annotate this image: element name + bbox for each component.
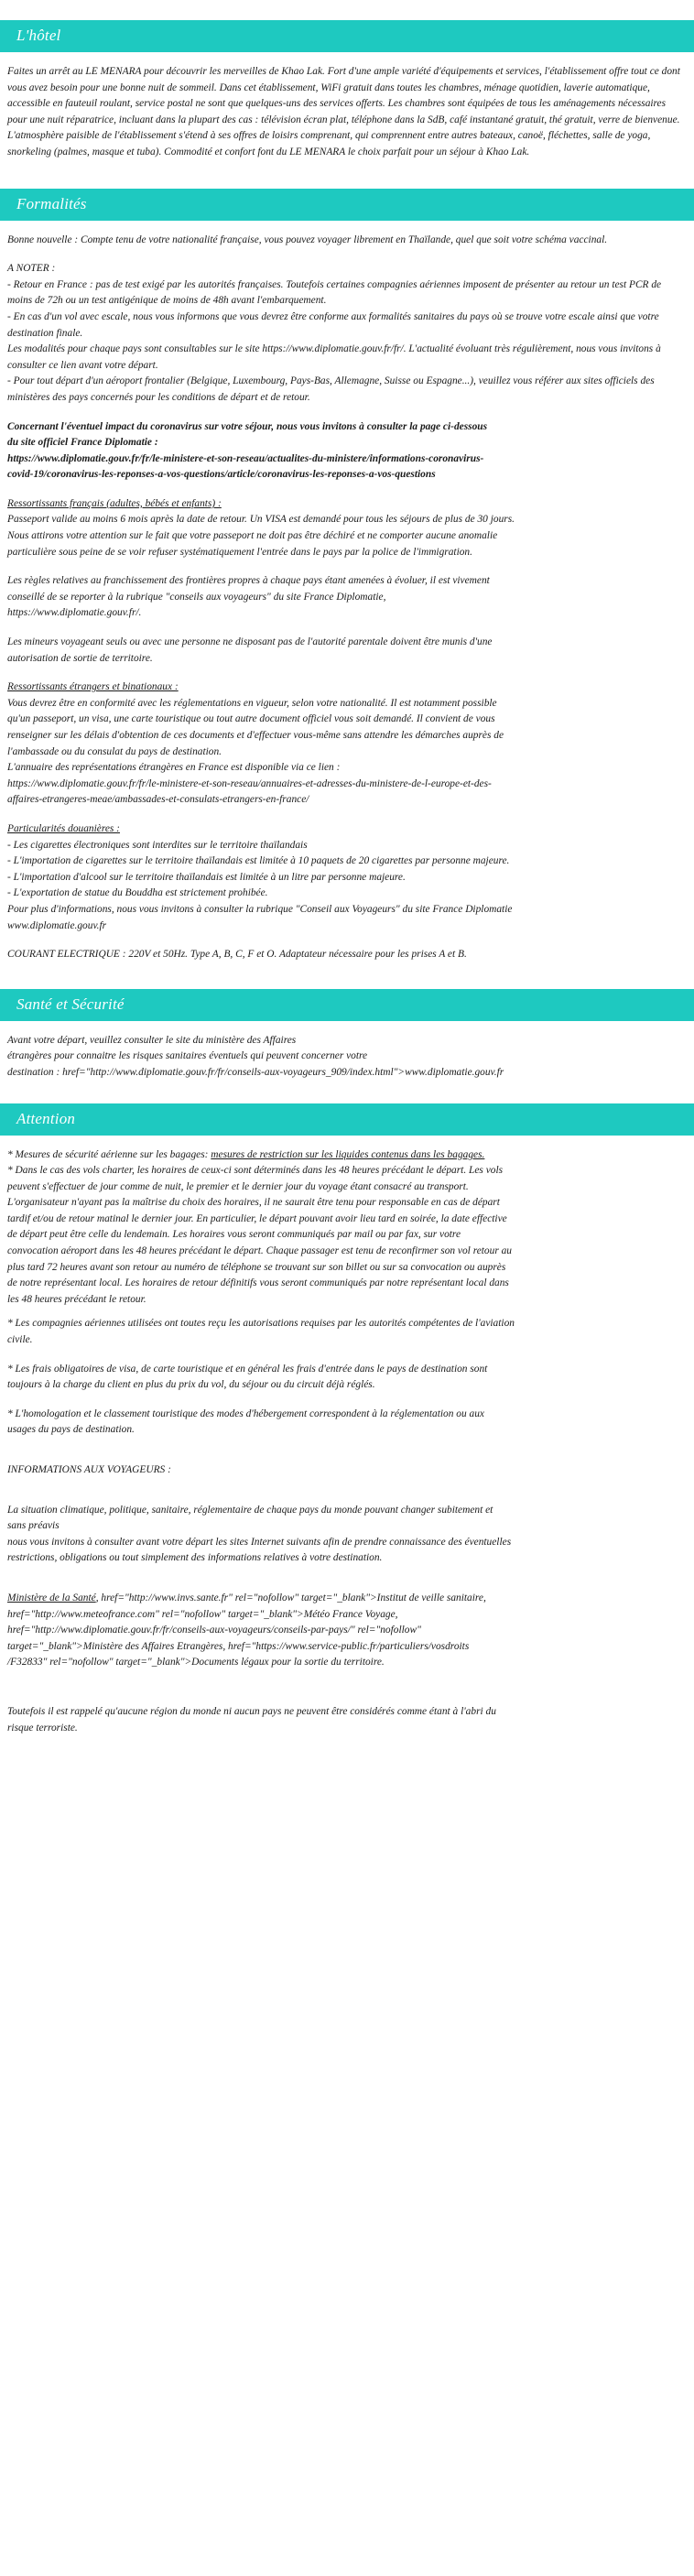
coronavirus-notice-line-1: Concernant l'éventuel impact du coronavirus sur votre séjour, nous vous invitons à consulter la page ci-dessous [7,420,488,432]
section-title-formalites: Formalités [16,194,87,212]
document-page [0,20,694,1764]
links-line-1-rest: , href="http://www.invs.sante.fr" rel="nofollow" target="_blank">Institut de veille sanitaire, [95,1592,486,1603]
regles-frontieres-line-2: conseillé de se reporter à la rubrique "conseils aux voyageurs" du site France Diplomatie, [7,591,386,603]
section-header-attention [0,1103,694,1136]
infos-voyageurs-label: INFORMATIONS AUX VOYAGEURS : [7,1464,171,1475]
mineurs-line-2: autorisation de sortie de territoire. [7,652,153,664]
frais-line-2: toujours à la charge du client en plus du prix du vol, du séjour ou du circuit déjà réglés. [7,1379,375,1391]
homologation-line-2: usages du pays de destination. [7,1424,135,1436]
links-line-2[interactable]: href="http://www.meteofrance.com" rel="nofollow" target="_blank">Météo France Voyage, [7,1608,398,1620]
bagages-line [7,1147,681,1164]
particularites-douanieres-label: Particularités douanières : [7,822,120,834]
coronavirus-url-line-2[interactable]: covid-19/coronavirus-les-reponses-a-vos-questions/article/coronavirus-les-reponses-a-vos-questions [7,469,436,481]
charter-line-3: L'organisateur n'ayant pas la maîtrise du choix des horaires, il ne saurait être tenu pour responsable en cas de départ [7,1197,500,1209]
compagnies-line-2: civile. [7,1334,33,1346]
section-header-hotel [0,20,694,52]
closing-line-2: risque terroriste. [7,1722,78,1734]
ressortissants-etrangers-line-4: l'ambassade ou du consulat du pays de destination. [7,745,222,757]
section-body-sante [0,1033,694,1081]
coronavirus-notice-line-2: du site officiel France Diplomatie : [7,437,158,449]
ressortissants-etrangers-label: Ressortissants étrangers et binationaux : [7,681,179,693]
spacer-before-situation [7,1479,681,1503]
situation-line-3: nous vous invitons à consulter avant votre départ les sites Internet suivants afin de prendre connaissance des éventuelles [7,1536,512,1548]
spacer-before-closing [7,1671,681,1695]
section-body-attention [0,1147,694,1737]
situation-line-4: restrictions, obligations ou tout simplement des informations relatives à votre destination. [7,1552,383,1564]
bagages-prefix: * Mesures de sécurité aérienne sur les bagages: [7,1148,211,1160]
douanes-item-3: - L'importation d'alcool sur le territoire thaïlandais est limitée à un litre par personne majeure. [7,871,406,883]
mineurs-line-1: Les mineurs voyageant seuls ou avec une personne ne disposant pas de l'autorité parentale doivent être munis d'une [7,636,493,648]
douanes-item-2: - L'importation de cigarettes sur le territoire thaïlandais est limitée à 10 paquets de 20 cigarettes par personne majeure. [7,855,510,867]
links-line-5[interactable]: /F32833" rel="nofollow" target="_blank">Documents légaux pour la sortie du territoire. [7,1657,385,1668]
a-noter-item-2: - En cas d'un vol avec escale, nous vous informons que vous devrez être conforme aux formalités sanitaires du pays où se trouve votre escale ainsi que votre destination finale. [7,310,659,339]
charter-line-6: convocation aéroport dans les 48 heures précédant le départ. Chaque passager est tenu de reconfirmer son vol retour au [7,1245,512,1257]
sante-line-3[interactable]: destination : href="http://www.diplomatie.gouv.fr/fr/conseils-aux-voyageurs_909/index.html">www.diplomatie.gouv.fr [7,1066,504,1078]
spacer-before-links [7,1567,681,1591]
annuaire-url-line-2[interactable]: affaires-etrangeres-meae/ambassades-et-consulats-etrangers-en-france/ [7,794,309,806]
charter-line-9: les 48 heures précédant le retour. [7,1293,146,1305]
situation-line-2: sans préavis [7,1520,60,1532]
a-noter-item-3: Les modalités pour chaque pays sont consultables sur le site https://www.diplomatie.gouv.fr/fr/. L'actualité évoluant très régulièrement, nous vous invitons à consulter ce lien avant votre départ. [7,343,661,371]
sante-line-1: Avant votre départ, veuillez consulter le site du ministère des Affaires [7,1034,297,1046]
section-header-sante [0,989,694,1021]
ressortissants-etrangers-line-3: renseigner sur les délais d'obtention de ces documents et d'effectuer vous-même sans attendre les démarches auprès de [7,730,504,741]
charter-line-5: de départ peut être celle du lendemain. Les horaires vous seront communiqués par mail ou par fax, sur votre [7,1229,461,1241]
spacer-before-infos [7,1439,681,1462]
frais-line-1: * Les frais obligatoires de visa, de carte touristique et en général les frais d'entrée dans le pays de destination sont [7,1363,488,1375]
coronavirus-url-line-1[interactable]: https://www.diplomatie.gouv.fr/fr/le-ministere-et-son-reseau/actualites-du-ministere/informations-coronavirus- [7,452,484,464]
links-line-4[interactable]: target="_blank">Ministère des Affaires Etrangères, href="https://www.service-public.fr/particuliers/vosdroits [7,1640,470,1652]
douanes-item-4: - L'exportation de statue du Bouddha est strictement prohibée. [7,887,268,899]
douanes-item-1: - Les cigarettes électroniques sont interdites sur le territoire thaïlandais [7,839,308,851]
charter-line-2: peuvent s'effectuer de jour comme de nuit, le premier et le dernier jour du voyage étant consacré au transport. [7,1180,469,1192]
regles-frontieres-line-3[interactable]: https://www.diplomatie.gouv.fr/. [7,607,142,619]
bagages-link[interactable]: mesures de restriction sur les liquides contenus dans les bagages. [211,1148,485,1160]
section-body-formalites [0,233,694,963]
hotel-description: Faites un arrêt au LE MENARA pour découvrir les merveilles de Khao Lak. Fort d'une ample variété d'équipements et services, l'établissement offre tout ce dont vous avez besoin pour une bonne nuit de sommeil. Dans cet établissement, WiFi gratuit dans toutes les chambres, ménage quotidien, laverie automatique, accessible en fauteuil roulant, service postal ne sont que quelques-uns des services offerts. Les chambres sont équipées de tous les aménagements nécessaires pour une nuit réparatrice, incluant dans la plupart des cas : télévision écran plat, téléphone dans la SdB, café instantané gratuit, thé gratuit, verre de bienvenue. L'atmosphère paisible de l'établissement s'étend à ses offres de loisirs comprenant, qui comprennent entre autres bateaux, canoë, fléchettes, salle de yoga, snorkeling (palmes, masque et tuba). Commodité et confort font du LE MENARA le choix parfait pour un séjour à Khao Lak. [7,66,680,158]
ministere-sante-link[interactable]: Ministère de la Santé [7,1592,96,1603]
closing-line-1: Toutefois il est rappelé qu'aucune région du monde ni aucun pays ne peuvent être considérés comme étant à l'abri du [7,1705,496,1717]
sante-line-2: étrangères pour connaitre les risques sanitaires éventuels qui peuvent concerner votre [7,1050,368,1062]
compagnies-line-1: * Les compagnies aériennes utilisées ont toutes reçu les autorisations requises par les autorités compétentes de l'aviation [7,1318,515,1330]
charter-line-1: * Dans le cas des vols charter, les horaires de ceux-ci sont déterminés dans les 48 heures précédant le départ. Les vols [7,1165,504,1177]
ressortissants-francais-line-3: particulière sous peine de se voir refuser systématiquement l'entrée dans le pays par la police de l'immigration. [7,546,472,558]
ressortissants-francais-label: Ressortissants français (adultes, bébés et enfants) : [7,497,222,509]
courant-electrique: COURANT ELECTRIQUE : 220V et 50Hz. Type A, B, C, F et O. Adaptateur nécessaire pour les prises A et B. [7,949,467,961]
spacer-before-closing-2 [7,1695,681,1704]
formalites-intro: Bonne nouvelle : Compte tenu de votre nationalité française, vous pouvez voyager librement en Thaïlande, quel que soit votre schéma vaccinal. [7,234,608,245]
section-header-formalites [0,189,694,221]
douanes-info-line: Pour plus d'informations, nous vous invitons à consulter la rubrique "Conseil aux Voyageurs" du site France Diplomatie [7,903,513,915]
homologation-line-1: * L'homologation et le classement touristique des modes d'hébergement correspondent à la réglementation ou aux [7,1408,484,1419]
section-title-attention: Attention [16,1109,76,1127]
section-body-hotel [0,64,694,161]
a-noter-label: A NOTER : [7,263,56,275]
ressortissants-etrangers-line-1: Vous devrez être en conformité avec les réglementations en vigueur, selon votre nationalité. Il est notamment possible [7,697,497,709]
links-line-1[interactable] [7,1591,681,1607]
ressortissants-francais-line-2: Nous attirons votre attention sur le fait que votre passeport ne doit pas être déchiré et ne comporter aucune anomalie [7,530,498,542]
charter-line-7: plus tard 72 heures avant son retour au numéro de téléphone se trouvant sur son billet ou sur sa convocation ou auprès [7,1261,506,1273]
diplomatie-url[interactable]: www.diplomatie.gouv.fr [7,919,107,931]
a-noter-item-1: - Retour en France : pas de test exigé par les autorités françaises. Toutefois certaines compagnies aériennes imposent de présenter au retour un test PCR de moins de 72h ou un test antigénique de moins de 48h avant l'embarquement. [7,278,662,307]
charter-line-8: de notre représentant local. Les horaires de retour définitifs vous seront communiqués par notre représentant local dans [7,1277,509,1289]
ressortissants-francais-line-1: Passeport valide au moins 6 mois après la date de retour. Un VISA est demandé pour tous les séjours de plus de 30 jours. [7,514,515,526]
links-line-3[interactable]: href="http://www.diplomatie.gouv.fr/fr/conseils-aux-voyageurs/conseils-par-pays/" rel="nofollow" [7,1625,421,1636]
section-title-sante: Santé et Sécurité [16,995,125,1013]
section-title-hotel: L'hôtel [16,27,61,44]
ressortissants-etrangers-line-5: L'annuaire des représentations étrangères en France est disponible via ce lien : [7,762,341,774]
regles-frontieres-line-1: Les règles relatives au franchissement des frontières propres à chaque pays étant amenées à évoluer, il est vivement [7,575,490,587]
situation-line-1: La situation climatique, politique, sanitaire, réglementaire de chaque pays du monde pouvant changer subitement et [7,1504,493,1516]
charter-line-4: tardif et/ou de retour matinal le dernier jour. En particulier, le départ pouvant avoir lieu tard en soirée, la date effective [7,1212,507,1224]
annuaire-url-line-1[interactable]: https://www.diplomatie.gouv.fr/fr/le-ministere-et-son-reseau/annuaires-et-adresses-du-ministere-de-l-europe-et-des- [7,777,492,789]
a-noter-item-4: - Pour tout départ d'un aéroport frontalier (Belgique, Luxembourg, Pays-Bas, Allemagne, Suisse ou Espagne...), veuillez vous référer aux sites officiels des ministères des pays concernés pour les conditions de départ et de retour. [7,375,655,403]
ressortissants-etrangers-line-2: qu'un passeport, un visa, une carte touristique ou tout autre document officiel vous soit demandé. Il convient de vous [7,713,495,725]
